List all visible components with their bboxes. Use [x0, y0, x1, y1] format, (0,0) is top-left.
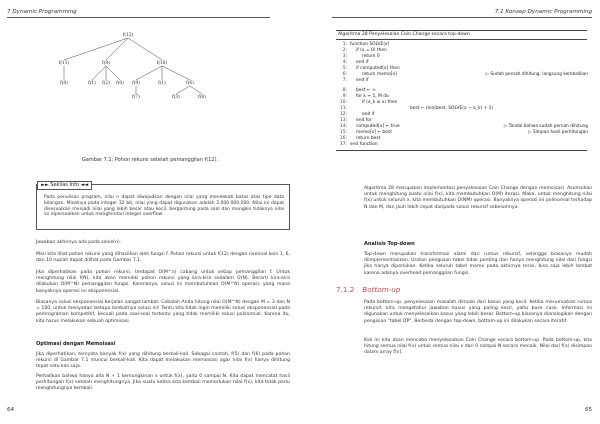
line-code: if computed[x] then	[356, 66, 400, 71]
left-page-number: 64	[7, 407, 15, 413]
tree-node: f(8)	[60, 81, 68, 86]
info-box-title: ►► Sekilas Info ◄◄	[37, 181, 92, 190]
line-number: 13:	[339, 118, 347, 123]
line-code: for k ← 1, M do	[356, 94, 389, 99]
algorithm-line	[338, 78, 588, 84]
line-code: return 0	[362, 54, 380, 59]
algorithm-line	[338, 142, 588, 148]
line-code: if (x = 0) then	[356, 48, 387, 53]
recursion-tree-figure	[44, 30, 244, 102]
subsection-title: Bottom-up	[362, 285, 401, 294]
line-code: end if	[362, 112, 375, 117]
line-code: best ← ∞	[356, 88, 376, 93]
right-running-header: 7.1 Konsep Dynamic Programming	[494, 9, 592, 15]
tree-node: f(6)	[186, 81, 194, 86]
paragraph: Jika diperhatikan, ternyata banyak f(x) yang dihitung berkali-kali. Sebagai contoh, f(5) dan f(6) pada pohon rekursi di Gambar 7.1 muncul berkali-kali. Kita dapat melakukan memoisasi agar nilai f(x) hanya dihitung tepat satu kali saja.	[36, 352, 290, 370]
line-code: end if	[356, 60, 369, 65]
info-box-text: Pada penulisan program, nilai n dapat diwajudkan dengan nilai yang mendekati batas atas tipe data bilangan. Misalnya pada integer 32 bit, nilai yang dapat digunakan adalah 2.000.000.000. Nilai ini dapat disesuaikan menjadi nilai yang lebih besar atau kecil, bergantung pada soal dan mungkin tidaknya nilai ini dipersoalkan untuk menghindari integer overflow.	[44, 195, 284, 218]
line-code: end for	[356, 118, 372, 123]
line-number: 14:	[339, 124, 347, 129]
line-number: 15:	[339, 130, 347, 135]
tree-root-node: f(12)	[122, 33, 134, 38]
tree-node: f(9)	[132, 81, 140, 86]
line-number: 7:	[342, 78, 347, 83]
tree-node: f(1)	[88, 81, 96, 86]
algorithm-top-rule	[336, 30, 587, 31]
subsection-heading-bottomup	[336, 285, 400, 294]
line-number: 1:	[342, 42, 347, 47]
paragraph: Pada bottom-up, penyelesaian masalah dimulai dari kasus yang kecil. Ketika merumuskan rumus rekursif, kita mengetahui jawaban kasus yang paling kecil, yaitu base case. Informasi ini digunakan untuk menyelesaikan kasus yang lebih besar. Bottom-up biasanya dianalogikan dengan pengisian "tabel DP". Berbeda dengan top-down, bottom-up ini dilakukan secara iteratif.	[364, 300, 592, 324]
paragraph: Top-down merupakan transformasi alami dari rumus rekursif, sehingga biasanya mudah diimplementasikan. Urutan pengisian tabel tidak penting dan hanya menghitung nilai dari fungsi jika hanya diperlukan. Ketika seluruh tabel memo pada akhirnya terisi, bisa saja lebih lambat karena adanya overhead pemanggilan fungsi.	[364, 252, 592, 276]
line-number: 3:	[342, 54, 347, 59]
line-code: computed[x] ← true	[356, 124, 400, 129]
line-code: return memo[x]	[362, 72, 397, 77]
line-number: 11:	[339, 106, 347, 111]
line-code: best ← min(best, SOLVE(x − a_k) + 1)	[410, 106, 494, 111]
right-header-rule	[332, 17, 592, 18]
line-code: if (a_k ≤ x) then	[362, 100, 398, 105]
section-heading-memoization: Optimasi dengan Memoisasi	[36, 341, 116, 347]
tree-node: f(0)	[116, 81, 124, 86]
tree-node: f(9)	[102, 61, 110, 66]
right-page-number: 65	[585, 407, 593, 413]
tree-node: f(2)	[102, 81, 110, 86]
line-code: end function	[350, 142, 378, 147]
line-number: 4:	[342, 60, 347, 65]
algorithm-bottom-rule	[336, 150, 587, 151]
line-number: 12:	[339, 112, 347, 117]
paragraph: Mari kita lihat pohon rekursi yang dihasilkan oleh fungsi f. Pohon rekursi untuk f(12) dengan nominal koin 1, 6, dan 10 rupiah dapat dilihat pada Gambar 7.1.	[36, 252, 290, 264]
line-number: 8:	[342, 88, 347, 93]
tree-node: f(10)	[156, 61, 168, 66]
paragraph: Perhatikan bahwa hanya ada N + 1 kemungkinan x untuk f(x), yaitu 0 sampai N. Kita dapat mencatat hasil perhitungan f(x) setelah menghitungnya. Jika suatu ketika kita kembali memerlukan nilai f(x), kita tidak perlu menghitungnya kembali.	[36, 374, 290, 392]
line-code: end if	[356, 78, 369, 83]
tree-node: f(1)	[158, 81, 166, 86]
line-number: 16:	[339, 136, 347, 141]
paragraph: Jika diperhatikan pada pohon rekursi, terdapat O(M^n) cabang untuk setiap pemanggilan f. Untuk menghitung nilai f(N), kita akan memiliki pohon rekursi yang kira-kira sedalam O(N). Berarti kira-kira dilakukan O(M^N) pemanggilan fungsi. Karenanya, solusi ini membutuhkan O(M^N) operasi, yang mana banyaknya operasi ini eksponensial.	[36, 270, 290, 294]
tree-node: f(11)	[58, 61, 70, 66]
line-number: 6:	[342, 72, 347, 77]
line-number: 2:	[342, 48, 347, 53]
paragraph: Algoritma 28 merupakan implementasi penyelesaian Coin Change dengan memoisasi. Asumsikan untuk menghitung suatu nilai f(x), kita membutuhkan O(M) iterasi. Maka, untuk menghitung nilai f(x) untuk seluruh x, kita membutuhkan O(NM) operasi. Banyaknya operasi ini polinomial terhadap N dan M, dan jauh lebih cepat daripada solusi rekursif sebelumnya.	[364, 186, 592, 210]
line-comment: ▷ Tandai bahwa sudah pernah dihitung	[503, 124, 588, 129]
tree-node: f(7)	[132, 95, 140, 100]
line-comment: ▷ Sudah pernah dihitung, langsung kembalikan	[485, 72, 588, 77]
paragraph: Biasanya solusi eksponensial berjalan sangat lambat. Cobalah Anda hitung nilai O(M^N) dengan M = 3 dan N = 100, untuk menyadari betapa lambatnya solusi ini! Tentu kita tidak ingin memiliki solusi eksponensial pada pemrograman kompetitif, kecuali pada soal-soal tertentu yang tidak memiliki solusi polinomial. Karena itu, kita harus melakukan sebuah optimisasi.	[36, 300, 290, 324]
algorithm-title-rule	[336, 39, 587, 40]
line-number: 5:	[342, 66, 347, 71]
section-heading-topdown: Analisis Top-down	[364, 241, 415, 247]
left-running-header: 7 Dynamic Programming	[7, 9, 77, 15]
line-number: 17:	[339, 142, 347, 147]
subsection-number: 7.1.2	[336, 285, 355, 294]
algorithm-title: Algoritma 28 Penyelesaian Coin Change secara top-down.	[338, 32, 472, 37]
paragraph: Kali ini kita akan mencoba menyelesaikan Coin Change secara bottom-up. Pada bottom-up, kita hitung semua nilai f(x) untuk semua nilai x dari 0 sampai N secara menaik. Nilai dari f(x) disimpan dalam array f[x].	[364, 338, 592, 356]
line-comment: ▷ Simpan hasil perhitungan	[528, 130, 588, 135]
line-code: memo[x] ← best	[356, 130, 392, 135]
tree-node: f(8)	[198, 95, 206, 100]
line-number: 10:	[339, 100, 347, 105]
figure-caption: Gambar 7.1: Pohon rekursi setelah pemanggilan f(12).	[81, 157, 219, 163]
line-code: function SOLVE(x)	[350, 42, 390, 47]
line-code: return best	[356, 136, 381, 141]
paragraph: Jawaban akhirnya ada pada solve(n).	[36, 240, 122, 245]
line-number: 9:	[342, 94, 347, 99]
left-header-rule	[7, 17, 270, 18]
tree-node: f(3)	[172, 95, 180, 100]
